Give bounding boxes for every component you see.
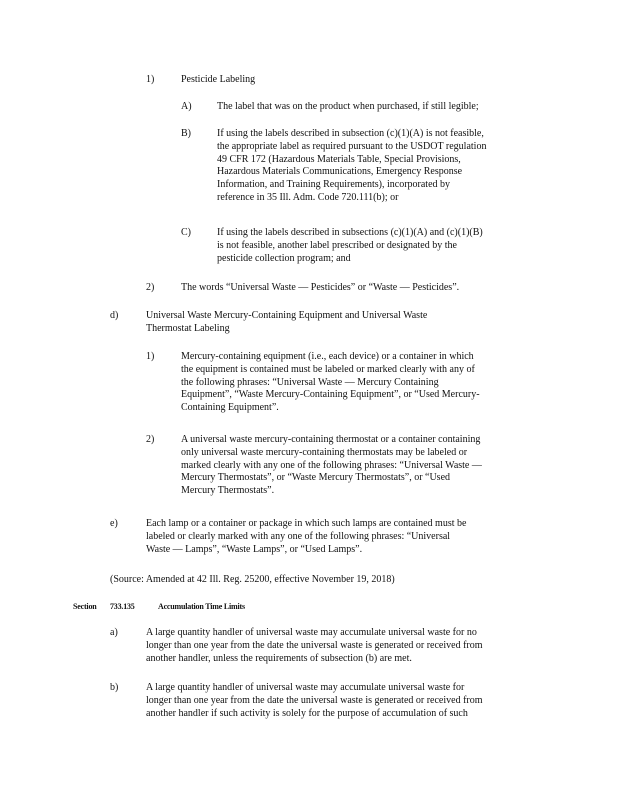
item-label: b) [110,682,119,693]
text-line: Mercury Thermostats”, or “Waste Mercury Thermostats”, or “Used [181,472,451,484]
text-line: The label that was on the product when purchased, if still legible; [217,101,479,112]
item-label: A) [181,101,192,112]
item-label: 1) [146,351,155,362]
text-line: Waste — Lamps”, “Waste Lamps”, or “Used Lamps”. [146,543,363,555]
text-line: If using the labels described in subsections (c)(1)(A) and (c)(1)(B) [217,227,483,238]
item-label: a) [110,627,118,638]
text-line: another handler, unless the requirements of subsection (b) are met. [146,652,412,664]
text-line: marked clearly with any one of the following phrases: “Universal Waste — [181,459,482,471]
text-line: The words “Universal Waste — Pesticides” or “Waste — Pesticides”. [181,282,460,293]
text-line: Each lamp or a container or package in which such lamps are contained must be [146,518,467,529]
text-line: the equipment is contained must be labeled or marked clearly with any of [181,363,475,375]
section-title: Accumulation Time Limits [158,602,245,611]
text-line: is not feasible, another label prescribed or designated by the [217,239,457,251]
paragraph [146,682,542,720]
section-number: 733.135 [110,602,135,611]
paragraph [181,434,536,498]
text-line: longer than one year from the date the universal waste is generated or received from [146,639,483,651]
text-line: longer than one year from the date the universal waste is generated or received from [146,694,483,706]
text-line: A large quantity handler of universal waste may accumulate universal waste for no [146,627,477,638]
text-line: A large quantity handler of universal waste may accumulate universal waste for [146,682,465,693]
text-line: Equipment”, “Waste Mercury-Containing Equipment”, or “Used Mercury- [181,389,480,401]
source-note: (Source: Amended at 42 Ill. Reg. 25200, effective November 19, 2018) [110,574,395,585]
item-label: 2) [146,282,155,293]
text-line: Thermostat Labeling [146,322,230,334]
text-line: the appropriate label as required pursuant to the USDOT regulation [217,140,487,152]
paragraph [217,227,534,265]
text-line: the following phrases: “Universal Waste — Mercury Containing [181,376,439,388]
paragraph [217,128,534,205]
subsection-heading [146,310,427,336]
item-label: 1) [146,74,155,85]
text-line: labeled or clearly marked with any one of the following phrases: “Universal [146,530,451,542]
text-line: Mercury-containing equipment (i.e., each device) or a container in which [181,351,474,362]
text-line: If using the labels described in subsection (c)(1)(A) is not feasible, [217,128,484,139]
text-line: A universal waste mercury-containing thermostat or a container containing [181,434,481,445]
text-line: another handler if such activity is solely for the purpose of accumulation of such [146,707,468,719]
text-line: pesticide collection program; and [217,252,351,264]
text-line: Hazardous Materials Communications, Emergency Response [217,166,463,178]
text-line: only universal waste mercury-containing thermostats may be labeled or [181,446,468,458]
paragraph [181,282,531,295]
text-line: Mercury Thermostats”. [181,485,275,497]
text-line: Information, and Training Requirements), incorporated by [217,179,451,191]
text-line: 49 CFR 172 (Hazardous Materials Table, Special Provisions, [217,153,461,165]
text-line: reference in 35 Ill. Adm. Code 720.111(b); or [217,191,399,203]
subsection-heading: Pesticide Labeling [181,74,256,85]
item-label: d) [110,310,119,321]
item-label: C) [181,227,191,238]
text-line: Containing Equipment”. [181,402,279,414]
text-line: Universal Waste Mercury-Containing Equipment and Universal Waste [146,310,428,321]
section-word: Section [73,602,97,611]
paragraph [146,627,542,665]
paragraph [146,518,531,556]
item-label: 2) [146,434,155,445]
item-label: e) [110,518,118,529]
paragraph [181,351,536,415]
item-label: B) [181,128,191,139]
paragraph [217,101,534,114]
